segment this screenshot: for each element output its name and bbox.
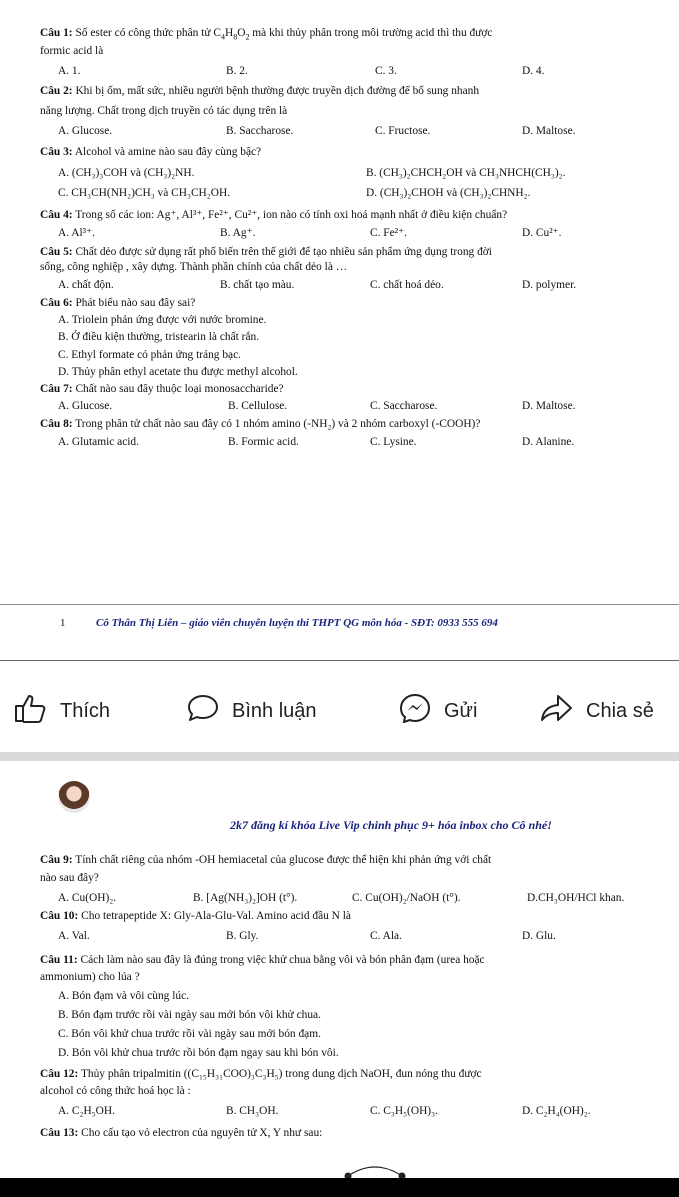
question-text: sống, công nghiệp , xây dựng. Thành phần chính của chất dẻo là … bbox=[40, 261, 348, 273]
option-b: B. chất tạo màu. bbox=[220, 279, 295, 291]
post-actions-bar bbox=[0, 693, 679, 729]
like-label: Thích bbox=[60, 699, 111, 722]
option-b: B. 2. bbox=[226, 65, 248, 77]
option-a: A. Al³⁺. bbox=[58, 227, 95, 239]
option-d: D. Cu²⁺. bbox=[522, 227, 562, 239]
option-b: B. Ag⁺. bbox=[220, 227, 256, 239]
send-label: Gửi bbox=[444, 699, 478, 722]
share-button[interactable] bbox=[540, 693, 654, 729]
option-c: C. Fe²⁺. bbox=[370, 227, 407, 239]
option-d: D. Glu. bbox=[522, 930, 556, 942]
question-label: Câu 7: bbox=[40, 383, 73, 395]
question-text: Cho tetrapeptide X: Gly-Ala-Glu-Val. Amino acid đầu N là bbox=[81, 910, 351, 922]
question-1 bbox=[40, 26, 492, 40]
question-text: Chất dẻo được sử dụng rất phổ biến trên thế giới để tạo nhiều sản phẩm ứng dụng trong đời bbox=[75, 246, 492, 258]
question-text: formic acid là bbox=[40, 45, 104, 57]
post-caption: 2k7 đăng kí khóa Live Vip chinh phục 9+ hóa inbox cho Cô nhé! bbox=[230, 818, 552, 832]
question-label: Câu 6: bbox=[40, 297, 73, 309]
formula-part: O bbox=[237, 27, 246, 39]
question-text: Khi bị ốm, mất sức, nhiều người bệnh thường được truyền dịch đường để bổ sung nhanh bbox=[75, 85, 480, 97]
option-d: D. Alanine. bbox=[522, 436, 575, 448]
comment-icon bbox=[186, 693, 220, 729]
option-a: A. C₂H₅OH. bbox=[58, 1105, 115, 1117]
question-text: Tính chất riêng của nhóm -OH hemiacetal của glucose được thể hiện khi phản ứng với chất bbox=[75, 854, 492, 866]
option-c: C. chất hoá dẻo. bbox=[370, 279, 444, 291]
question-label: Câu 13: bbox=[40, 1127, 79, 1139]
option-a: A. chất độn. bbox=[58, 279, 114, 291]
formula-part: H bbox=[224, 27, 234, 39]
option-c: C. CH₃CH(NH₂)CH₃ và CH₃CH₂OH. bbox=[58, 187, 231, 199]
question-label: Câu 9: bbox=[40, 854, 73, 866]
option-c: C. Cu(OH)₂/NaOH (t°). bbox=[352, 892, 461, 904]
option-c: C. Ethyl formate có phản ứng tráng bạc. bbox=[58, 349, 241, 361]
bottom-bar bbox=[0, 1178, 679, 1197]
option-c: C. 3. bbox=[375, 65, 397, 77]
question-text: năng lượng. Chất trong dịch truyền có tác dụng trên là bbox=[40, 105, 288, 117]
question-3 bbox=[40, 145, 261, 159]
question-12 bbox=[40, 1067, 482, 1081]
question-11 bbox=[40, 953, 485, 967]
share-label: Chia sẻ bbox=[586, 699, 654, 722]
option-b: B. Gly. bbox=[226, 930, 259, 942]
question-text: ammonium) cho lúa ? bbox=[40, 971, 140, 983]
option-d: D. C₂H₄(OH)₂. bbox=[522, 1105, 591, 1117]
comment-label: Bình luận bbox=[232, 699, 317, 722]
share-icon bbox=[540, 693, 574, 729]
thumbs-up-icon bbox=[14, 693, 48, 729]
option-c: C. Ala. bbox=[370, 930, 402, 942]
question-text: alcohol có công thức hoá học là : bbox=[40, 1085, 191, 1097]
formula-sub: 8 bbox=[233, 32, 238, 42]
formula-sub: 2 bbox=[245, 32, 250, 42]
option-d: D.CH₃OH/HCl khan. bbox=[527, 892, 625, 904]
question-label: Câu 11: bbox=[40, 954, 78, 966]
option-d: D. Bón vôi khử chua trước rồi bón đạm ngay sau khi bón vôi. bbox=[58, 1047, 339, 1059]
electron-shell-diagram bbox=[300, 1150, 460, 1180]
option-d: D. 4. bbox=[522, 65, 545, 77]
option-d: D. (CH₃)₂CHOH và (CH₃)₂CHNH₂. bbox=[366, 187, 531, 199]
question-text: Thủy phân tripalmitin ((C₁₅H₃₁COO)₃C₃H₅) trong dung dịch NaOH, đun nóng thu được bbox=[80, 1068, 482, 1080]
question-label: Câu 8: bbox=[40, 418, 73, 430]
option-c: C. Fructose. bbox=[375, 125, 431, 137]
option-b: B. (CH₃)₂CHCH₂OH và CH₃NHCH(CH₃)₂. bbox=[366, 167, 566, 179]
post-divider bbox=[0, 660, 679, 661]
send-button[interactable] bbox=[398, 693, 477, 729]
option-a: A. Cu(OH)₂. bbox=[58, 892, 117, 904]
question-text: nào sau đây? bbox=[40, 872, 99, 884]
question-7 bbox=[40, 382, 284, 396]
option-a: A. Triolein phản ứng được với nước bromine. bbox=[58, 314, 267, 326]
option-d: D. Maltose. bbox=[522, 400, 576, 412]
messenger-icon bbox=[398, 693, 432, 729]
option-a: A. Glucose. bbox=[58, 400, 113, 412]
option-a: A. (CH₃)₃COH và (CH₃)₂NH. bbox=[58, 167, 195, 179]
question-text: Chất nào sau đây thuộc loại monosaccharide? bbox=[75, 383, 284, 395]
question-8 bbox=[40, 417, 480, 431]
question-label: Câu 5: bbox=[40, 246, 73, 258]
option-b: B. Saccharose. bbox=[226, 125, 294, 137]
question-text: Phát biểu nào sau đây sai? bbox=[75, 297, 196, 309]
option-c: C. Lysine. bbox=[370, 436, 417, 448]
option-c: C. Bón vôi khử chua trước rồi vài ngày sau mới bón đạm. bbox=[58, 1028, 321, 1040]
question-label: Câu 12: bbox=[40, 1068, 79, 1080]
question-text: Trong số các ion: Ag⁺, Al³⁺, Fe²⁺, Cu²⁺, ion nào có tính oxi hoá mạnh nhất ở điều kiện chuẩn? bbox=[75, 209, 508, 221]
option-d: D. polymer. bbox=[522, 279, 577, 291]
option-c: C. C₃H₅(OH)₃. bbox=[370, 1105, 438, 1117]
question-13 bbox=[40, 1126, 322, 1140]
option-a: A. Glucose. bbox=[58, 125, 113, 137]
question-label: Câu 10: bbox=[40, 910, 79, 922]
option-c: C. Saccharose. bbox=[370, 400, 438, 412]
option-b: B. [Ag(NH₃)₂]OH (t°). bbox=[193, 892, 298, 904]
option-b: B. CH₃OH. bbox=[226, 1105, 279, 1117]
footer-text: Cô Thân Thị Liên – giáo viên chuyên luyện thi THPT QG môn hóa - SĐT: 0933 555 694 bbox=[96, 617, 498, 629]
option-b: B. Ở điều kiện thường, tristearin là chất rắn. bbox=[58, 331, 260, 343]
option-d: D. Thủy phân ethyl acetate thu được methyl alcohol. bbox=[58, 366, 298, 378]
section-separator bbox=[0, 752, 679, 761]
question-text: Cho cấu tạo vỏ electron của nguyên tử X, Y như sau: bbox=[81, 1127, 323, 1139]
question-4 bbox=[40, 208, 507, 222]
page-number: 1 bbox=[60, 617, 66, 629]
like-button[interactable] bbox=[14, 693, 110, 729]
option-a: A. Bón đạm và vôi cùng lúc. bbox=[58, 990, 189, 1002]
question-text: Trong phân tử chất nào sau đây có 1 nhóm amino (-NH₂) và 2 nhóm carboxyl (-COOH)? bbox=[75, 418, 481, 430]
question-2 bbox=[40, 84, 479, 98]
page-divider bbox=[0, 604, 679, 605]
option-b: B. Formic acid. bbox=[228, 436, 299, 448]
question-text: mà khi thủy phân trong môi trường acid thì thu được bbox=[249, 27, 493, 39]
formula-sub: 4 bbox=[220, 32, 225, 42]
question-label: Câu 4: bbox=[40, 209, 73, 221]
comment-button[interactable] bbox=[186, 693, 317, 729]
option-b: B. Bón đạm trước rồi vài ngày sau mới bón vôi khử chua. bbox=[58, 1009, 321, 1021]
question-text: Cách làm nào sau đây là đúng trong việc khử chua bằng vôi và bón phân đạm (urea hoặc bbox=[80, 954, 485, 966]
question-5 bbox=[40, 245, 492, 259]
question-text: Alcohol và amine nào sau đây cùng bậc? bbox=[74, 146, 262, 158]
question-label: Câu 3: bbox=[40, 146, 73, 158]
option-a: A. Glutamic acid. bbox=[58, 436, 139, 448]
option-a: A. 1. bbox=[58, 65, 81, 77]
avatar[interactable] bbox=[58, 781, 90, 813]
question-6 bbox=[40, 296, 195, 310]
question-text: Số ester có công thức phân tử C bbox=[75, 27, 221, 39]
question-9 bbox=[40, 853, 491, 867]
option-d: D. Maltose. bbox=[522, 125, 576, 137]
question-10 bbox=[40, 909, 351, 923]
option-b: B. Cellulose. bbox=[228, 400, 288, 412]
question-label: Câu 1: bbox=[40, 27, 73, 39]
question-label: Câu 2: bbox=[40, 85, 73, 97]
option-a: A. Val. bbox=[58, 930, 90, 942]
